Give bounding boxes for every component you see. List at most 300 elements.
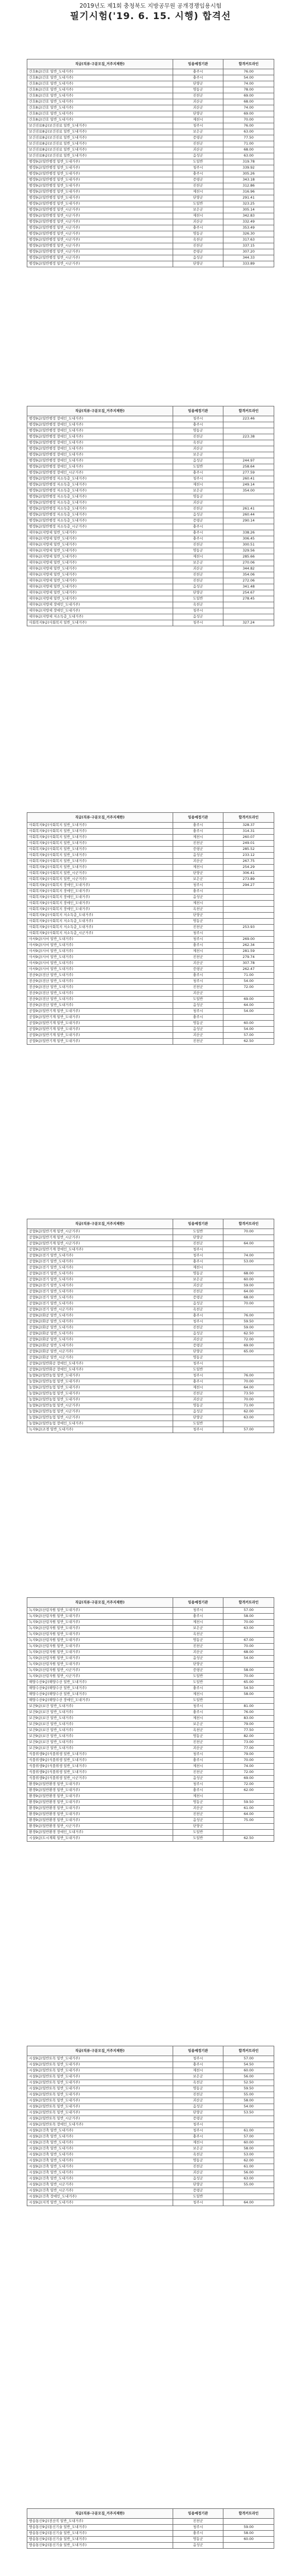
table-row: [27, 2134, 274, 2140]
table-row: [27, 1692, 274, 1698]
position-cell: 녹지9급(산림자원 일반_도내거주): [27, 1620, 173, 1626]
cutline-cell: 59.50: [223, 1319, 274, 1325]
table-row: [27, 470, 274, 476]
position-cell: 전산9급(전산 일반_도내거주): [27, 997, 173, 1003]
position-cell: 공업9급(일반기계 일반_시군거주): [27, 1229, 173, 1235]
agency-cell: 충주시: [173, 2134, 223, 2140]
position-cell: 세무9급(지방세 일반_도내거주): [27, 530, 173, 536]
cutline-cell: 57.00: [223, 2056, 274, 2062]
cutline-cell: 57.00: [223, 1608, 274, 1614]
table-row: [27, 1337, 274, 1343]
table-row: [27, 584, 274, 590]
position-cell: 사회복지9급(사회복지 일반_도내거주): [27, 853, 173, 859]
cutline-cell: 307.20: [223, 249, 274, 255]
table-row: [27, 434, 274, 440]
cutline-cell: 58.00: [223, 2098, 274, 2104]
position-cell: 행정9급(일반행정 저소득층_도내거주): [27, 512, 173, 518]
cutline-cell: 57.00: [223, 2134, 274, 2140]
column-header: 직급(직류·구분모집_거주지제한): [27, 1598, 173, 1608]
agency-cell: 제천시: [173, 1692, 223, 1698]
agency-cell: 청주시: [173, 1009, 223, 1015]
position-cell: 방송통신9급(통신기술 일반_도내거주): [27, 2537, 173, 2543]
table-row: [27, 823, 274, 829]
cutline-cell: 260.07: [223, 835, 274, 841]
cutline-cell: 53.00: [223, 2152, 274, 2158]
column-header: 합격커트라인: [223, 2509, 274, 2519]
cutline-cell: 59.50: [223, 1800, 274, 1806]
agency-cell: 진천군: [173, 1770, 223, 1776]
position-cell: 공업9급(화공 일반_도내거주): [27, 1319, 173, 1325]
table-row: [27, 255, 274, 261]
position-cell: 농업9급(일반농업 일반_시군거주): [27, 1409, 173, 1415]
cutline-cell: 69.00: [223, 1343, 274, 1349]
agency-cell: 괴산군: [173, 2098, 223, 2104]
cutline-cell: 261.41: [223, 506, 274, 512]
cutline-cell: 285.66: [223, 554, 274, 560]
cutline-cell: [223, 2122, 274, 2128]
cutline-cell: 53.00: [223, 1259, 274, 1265]
results-page-3: [27, 812, 274, 1045]
position-cell: 농업9급(일반농업 일반_도내거주): [27, 1373, 173, 1379]
position-cell: 사서9급(사서 일반_도내거주): [27, 961, 173, 967]
cutline-cell: 281.59: [223, 949, 274, 955]
table-row: [27, 1415, 274, 1421]
column-header: 합격커트라인: [223, 813, 274, 823]
position-cell: 방송통신9급(통신기술 일반_도내거주): [27, 2525, 173, 2531]
agency-cell: 음성군: [173, 458, 223, 464]
position-cell: 사회복지9급(사회복지 일반_도내거주): [27, 829, 173, 835]
table-row: [27, 590, 274, 596]
position-cell: 전산9급(전산 일반_도내거주): [27, 973, 173, 979]
cutline-cell: 61.00: [223, 2164, 274, 2170]
table-row: [27, 620, 274, 626]
agency-cell: 제천시: [173, 117, 223, 123]
cutline-cell: 59.00: [223, 1283, 274, 1289]
position-cell: 공업9급(화공 일반_도내거주): [27, 1313, 173, 1319]
cutline-cell: 79.00: [223, 1752, 274, 1758]
position-cell: 시설9급(건축 일반_도내거주): [27, 2164, 173, 2170]
agency-cell: 충주시: [173, 422, 223, 428]
table-row: [27, 530, 274, 536]
cutline-cell: [223, 913, 274, 919]
position-cell: 보건9급(보건 일반_도내거주): [27, 1710, 173, 1716]
table-row: [27, 69, 274, 75]
table-row: [27, 1277, 274, 1283]
table-row: [27, 1764, 274, 1770]
column-header: 합격커트라인: [223, 59, 274, 69]
cutline-cell: 63.00: [223, 1415, 274, 1421]
cutline-cell: [223, 1361, 274, 1367]
agency-cell: 보은군: [173, 560, 223, 566]
table-row: [27, 1343, 274, 1349]
results-table: [27, 2508, 274, 2549]
position-cell: 사회복지9급(사회복지 장애인_도내거주): [27, 895, 173, 901]
position-cell: 환경9급(일반환경 일반_도내거주): [27, 1800, 173, 1806]
agency-cell: 도일반: [173, 2194, 223, 2200]
position-cell: 공업9급(전기 일반_도내거주): [27, 1283, 173, 1289]
cutline-cell: 56.00: [223, 2074, 274, 2080]
cutline-cell: 79.00: [223, 1722, 274, 1728]
cutline-cell: 317.63: [223, 237, 274, 243]
position-cell: 보건진료8급(보건진료 일반_도내거주): [27, 153, 173, 159]
agency-cell: 음성군: [173, 512, 223, 518]
agency-cell: 영동군: [173, 1800, 223, 1806]
position-cell: 시설9급(건축 일반_도내거주): [27, 2128, 173, 2134]
agency-cell: 제천시: [173, 554, 223, 560]
agency-cell: 옥천군: [173, 907, 223, 913]
position-cell: 보건9급(보건 일반_도내거주): [27, 1734, 173, 1740]
position-cell: 시설9급(건축 장애인_도내거주): [27, 2194, 173, 2200]
position-cell: 보건진료8급(보건진료 일반_도내거주): [27, 147, 173, 153]
cutline-cell: 62.00: [223, 2158, 274, 2164]
position-cell: 행정9급(일반행정 일반_도내거주): [27, 171, 173, 177]
table-row: [27, 1722, 274, 1728]
table-row: [27, 2200, 274, 2206]
table-row: [27, 548, 274, 554]
position-cell: 녹지9급(산림자원 일반_도내거주): [27, 1638, 173, 1644]
agency-cell: 음성군: [173, 255, 223, 261]
table-row: [27, 1800, 274, 1806]
cutline-cell: 272.06: [223, 578, 274, 584]
position-cell: 사회복지9급(사회복지 일반_도내거주): [27, 835, 173, 841]
cutline-cell: 305.14: [223, 207, 274, 213]
cutline-cell: 54.00: [223, 1009, 274, 1015]
table-row: [27, 931, 274, 937]
agency-cell: 단양군: [173, 2182, 223, 2188]
agency-cell: 괴산군: [173, 99, 223, 105]
table-header-row: [27, 1598, 274, 1608]
agency-cell: 영동군: [173, 2537, 223, 2543]
position-cell: 행정9급(일반행정 저소득층_도내거주): [27, 500, 173, 506]
agency-cell: 충주시: [173, 171, 223, 177]
column-header: 직급(직류·구분모집_거주지제한): [27, 59, 173, 69]
cutline-cell: 58.00: [223, 1614, 274, 1620]
cutline-cell: 76.00: [223, 123, 274, 129]
agency-cell: 도일반: [173, 1680, 223, 1686]
cutline-cell: 55.00: [223, 2092, 274, 2098]
table-row: [27, 183, 274, 189]
table-row: [27, 1367, 274, 1373]
table-row: [27, 1770, 274, 1776]
agency-cell: 충주시: [173, 2531, 223, 2537]
table-row: [27, 1301, 274, 1307]
agency-cell: 청주시: [173, 123, 223, 129]
position-cell: 시설9급(건축 일반_도내거주): [27, 2158, 173, 2164]
table-row: [27, 907, 274, 913]
table-row: [27, 482, 274, 488]
table-row: [27, 961, 274, 967]
position-cell: 방송통신9급(통신기술 일반_도내거주): [27, 2531, 173, 2537]
position-cell: 공업9급(전기 일반_도내거주): [27, 1295, 173, 1301]
table-row: [27, 2068, 274, 2074]
position-cell: 공업9급(화공 일반_도내거주): [27, 1325, 173, 1331]
cutline-cell: 60.00: [223, 2537, 274, 2543]
table-row: [27, 1033, 274, 1039]
cutline-cell: 254.67: [223, 590, 274, 596]
agency-cell: 괴산군: [173, 1033, 223, 1039]
position-cell: 시설9급(일반토목 일반_도내거주): [27, 2080, 173, 2086]
position-cell: 시설9급(건축 일반_도내거주): [27, 2146, 173, 2152]
agency-cell: 진천군: [173, 93, 223, 99]
table-header-row: [27, 1219, 274, 1229]
column-header: 직급(직류·구분모집_거주지제한): [27, 1219, 173, 1229]
position-cell: 보건9급(보건 일반_도내거주): [27, 1722, 173, 1728]
position-cell: 공업9급(전기 일반_도내거주): [27, 1301, 173, 1307]
cutline-cell: 56.00: [223, 2170, 274, 2176]
table-row: [27, 117, 274, 123]
position-cell: 해양수산9급(해양수산 일반_도내거주): [27, 1692, 173, 1698]
cutline-cell: 54.00: [223, 2104, 274, 2110]
cutline-cell: 70.00: [223, 117, 274, 123]
table-row: [27, 111, 274, 117]
agency-cell: 괴산군: [173, 566, 223, 572]
table-row: [27, 1003, 274, 1009]
position-cell: 환경9급(일반환경 일반_도내거주): [27, 1818, 173, 1824]
table-row: [27, 1265, 274, 1271]
agency-cell: 충주시: [173, 823, 223, 829]
position-cell: 사회복지9급(사회복지 일반_시군거주): [27, 871, 173, 877]
table-row: [27, 1794, 274, 1800]
agency-cell: 영동군: [173, 1355, 223, 1361]
table-header-row: [27, 59, 274, 69]
position-cell: 녹지9급(산림자원 일반_도내거주): [27, 1632, 173, 1638]
table-row: [27, 1614, 274, 1620]
position-cell: 방송통신9급(전산직 일반_도내거주): [27, 2519, 173, 2525]
table-row: [27, 1698, 274, 1704]
table-row: [27, 243, 274, 249]
table-row: [27, 207, 274, 213]
table-row: [27, 93, 274, 99]
table-row: [27, 165, 274, 171]
position-cell: 행정9급(일반행정 일반_시군거주): [27, 237, 173, 243]
table-row: [27, 1361, 274, 1367]
table-row: [27, 853, 274, 859]
position-cell: 공업9급(일반화공 장애인_도내거주): [27, 1367, 173, 1373]
table-row: [27, 105, 274, 111]
table-row: [27, 506, 274, 512]
position-cell: 보건9급(보건 일반_도내거주): [27, 1746, 173, 1752]
table-row: [27, 2092, 274, 2098]
position-cell: 시설9급(도시계획 일반_도내거주): [27, 1836, 173, 1842]
position-cell: 전산9급(전산 일반_도내거주): [27, 985, 173, 991]
table-row: [27, 1638, 274, 1644]
table-row: [27, 2176, 274, 2182]
agency-cell: 영동군: [173, 1271, 223, 1277]
agency-cell: 청주시: [173, 937, 223, 943]
table-row: [27, 1027, 274, 1033]
cutline-cell: 253.93: [223, 925, 274, 931]
position-cell: 행정9급(일반행정 일반_도내거주): [27, 189, 173, 195]
agency-cell: 청주시: [173, 2128, 223, 2134]
table-row: [27, 2188, 274, 2194]
position-cell: 시설9급(일반토목 일반_시군거주): [27, 2116, 173, 2122]
cutline-cell: [223, 2543, 274, 2549]
position-cell: 사회복지9급(사회복지 저소득층_도내거주): [27, 919, 173, 925]
results-table: [27, 406, 274, 626]
cutline-cell: 329.56: [223, 548, 274, 554]
results-table: [27, 812, 274, 1045]
table-row: [27, 147, 274, 153]
agency-cell: 도일반: [173, 1229, 223, 1235]
agency-cell: 제천시: [173, 482, 223, 488]
agency-cell: 영동군: [173, 2158, 223, 2164]
position-cell: 행정9급(일반행정 저소득층_시군거주): [27, 524, 173, 530]
table-row: [27, 135, 274, 141]
table-row: [27, 99, 274, 105]
table-row: [27, 877, 274, 883]
table-header-row: [27, 2046, 274, 2056]
column-header: 합격커트라인: [223, 1598, 274, 1608]
position-cell: 사회복지9급(사회복지 일반_도내거주): [27, 865, 173, 871]
cutline-cell: [223, 602, 274, 608]
table-row: [27, 189, 274, 195]
agency-cell: 충주시: [173, 973, 223, 979]
agency-cell: 보은군: [173, 1626, 223, 1632]
table-row: [27, 141, 274, 147]
cutline-cell: [223, 452, 274, 458]
results-table: [27, 1597, 274, 1842]
cutline-cell: 72.00: [223, 1337, 274, 1343]
cutline-cell: 273.89: [223, 877, 274, 883]
cutline-cell: 68.00: [223, 99, 274, 105]
cutline-cell: 62.00: [223, 1788, 274, 1794]
agency-cell: 음성군: [173, 895, 223, 901]
table-row: [27, 1021, 274, 1027]
position-cell: 공업9급(일반기계 일반_시군거주): [27, 1235, 173, 1241]
cutline-cell: 307.78: [223, 961, 274, 967]
cutline-cell: 270.06: [223, 560, 274, 566]
position-cell: 공업9급(전기 일반_도내거주): [27, 1265, 173, 1271]
agency-cell: 청주시: [173, 2200, 223, 2206]
agency-cell: 단양군: [173, 1235, 223, 1241]
position-cell: 녹지9급(산림자원 일반_도내거주): [27, 1626, 173, 1632]
table-row: [27, 536, 274, 542]
position-cell: 시설9급(일반토목 일반_도내거주): [27, 2056, 173, 2062]
agency-cell: 청주시: [173, 1608, 223, 1614]
agency-cell: 청주시: [173, 2525, 223, 2531]
cutline-cell: 62.00: [223, 1409, 274, 1415]
position-cell: 사회복지9급(사회복지 일반_도내거주): [27, 841, 173, 847]
table-row: [27, 2122, 274, 2128]
agency-cell: 증평군: [173, 2116, 223, 2122]
position-cell: 시설9급(지적 일반_도내거주): [27, 2200, 173, 2206]
agency-cell: 증평군: [173, 135, 223, 141]
agency-cell: 증평군: [173, 1295, 223, 1301]
position-cell: 사회복지9급(사회복지 저소득층_도내거주): [27, 925, 173, 931]
agency-cell: 옥천군: [173, 237, 223, 243]
position-cell: 세무9급(지방세 일반_도내거주): [27, 572, 173, 578]
agency-cell: 충주시: [173, 1379, 223, 1385]
table-row: [27, 195, 274, 201]
table-row: [27, 1686, 274, 1692]
table-row: [27, 1782, 274, 1788]
agency-cell: 진천군: [173, 1289, 223, 1295]
position-cell: 행정9급(일반행정 일반_시군거주): [27, 255, 173, 261]
cutline-cell: 63.00: [223, 2176, 274, 2182]
cutline-cell: 77.00: [223, 1746, 274, 1752]
table-row: [27, 602, 274, 608]
cutline-cell: 305.26: [223, 171, 274, 177]
column-header: 임용예정기관: [173, 406, 223, 416]
cutline-cell: 337.15: [223, 243, 274, 249]
position-cell: 행정9급(일반행정 장애인_도내거주): [27, 458, 173, 464]
position-cell: 행정9급(일반행정 장애인_도내거주): [27, 434, 173, 440]
table-row: [27, 841, 274, 847]
cutline-cell: 54.50: [223, 2062, 274, 2068]
table-row: [27, 87, 274, 93]
table-row: [27, 919, 274, 925]
cutline-cell: 70.00: [223, 1644, 274, 1650]
agency-cell: 증평군: [173, 1343, 223, 1349]
agency-cell: 충주시: [173, 1614, 223, 1620]
position-cell: 행정9급(일반행정 일반_시군거주): [27, 219, 173, 225]
position-cell: 식품위생9급(식품위생 일반_도내거주): [27, 1752, 173, 1758]
table-row: [27, 1806, 274, 1812]
agency-cell: 옥천군: [173, 440, 223, 446]
position-cell: 행정9급(일반행정 저소득층_도내거주): [27, 518, 173, 524]
position-cell: 공업9급(전기 일반_도내거주): [27, 1253, 173, 1259]
cutline-cell: 60.00: [223, 2140, 274, 2146]
agency-cell: 제천시: [173, 949, 223, 955]
table-row: [27, 542, 274, 548]
agency-cell: 음성군: [173, 853, 223, 859]
position-cell: 간호8급(간호 일반_도내거주): [27, 99, 173, 105]
position-cell: 행정9급(일반행정 일반_도내거주): [27, 183, 173, 189]
cutline-cell: [223, 919, 274, 925]
agency-cell: 충주시: [173, 536, 223, 542]
cutline-cell: 64.00: [223, 1812, 274, 1818]
position-cell: 행정9급(일반행정 일반_시군거주): [27, 243, 173, 249]
position-cell: 보건9급(보건 일반_도내거주): [27, 1716, 173, 1722]
position-cell: 행정9급(일반행정 저소득층_도내거주): [27, 506, 173, 512]
agency-cell: 단양군: [173, 111, 223, 117]
agency-cell: 제천시: [173, 1385, 223, 1391]
table-row: [27, 1015, 274, 1021]
position-cell: 사서9급(사서 일반_도내거주): [27, 937, 173, 943]
agency-cell: 괴산군: [173, 105, 223, 111]
position-cell: 세무9급(지방세 저소득층_도내거주): [27, 614, 173, 620]
agency-cell: 청주시: [173, 620, 223, 626]
agency-cell: 청주시: [173, 416, 223, 422]
agency-cell: 증평군: [173, 249, 223, 255]
table-row: [27, 500, 274, 506]
table-row: [27, 476, 274, 482]
table-row: [27, 1331, 274, 1337]
position-cell: 행정9급(일반행정 일반_도내거주): [27, 165, 173, 171]
agency-cell: 충주시: [173, 524, 223, 530]
position-cell: 녹지9급(산림자원 일반_도내거주): [27, 1650, 173, 1656]
table-row: [27, 1818, 274, 1824]
agency-cell: 제천시: [173, 865, 223, 871]
agency-cell: 음성군: [173, 2176, 223, 2182]
position-cell: 농업9급(일반농업 일반_시군거주): [27, 1415, 173, 1421]
position-cell: 세무9급(지방세 일반_도내거주): [27, 554, 173, 560]
position-cell: 시설9급(건축 일반_도내거주): [27, 2176, 173, 2182]
table-row: [27, 512, 274, 518]
position-cell: 녹지9급(산림자원 일반_시군거주): [27, 1674, 173, 1680]
cutline-cell: 65.00: [223, 1349, 274, 1355]
position-cell: 행정9급(일반행정 장애인_도내거주): [27, 452, 173, 458]
position-cell: 시설9급(일반토목 일반_도내거주): [27, 2074, 173, 2080]
position-cell: 시설9급(건축 일반_도내거주): [27, 2140, 173, 2146]
cutline-cell: 63.00: [223, 129, 274, 135]
agency-cell: 괴산군: [173, 1283, 223, 1289]
table-row: [27, 985, 274, 991]
agency-cell: 제천시: [173, 2068, 223, 2074]
cutline-cell: 74.00: [223, 1253, 274, 1259]
agency-cell: 진천군: [173, 578, 223, 584]
position-cell: 전산9급(전산 일반_도내거주): [27, 991, 173, 997]
